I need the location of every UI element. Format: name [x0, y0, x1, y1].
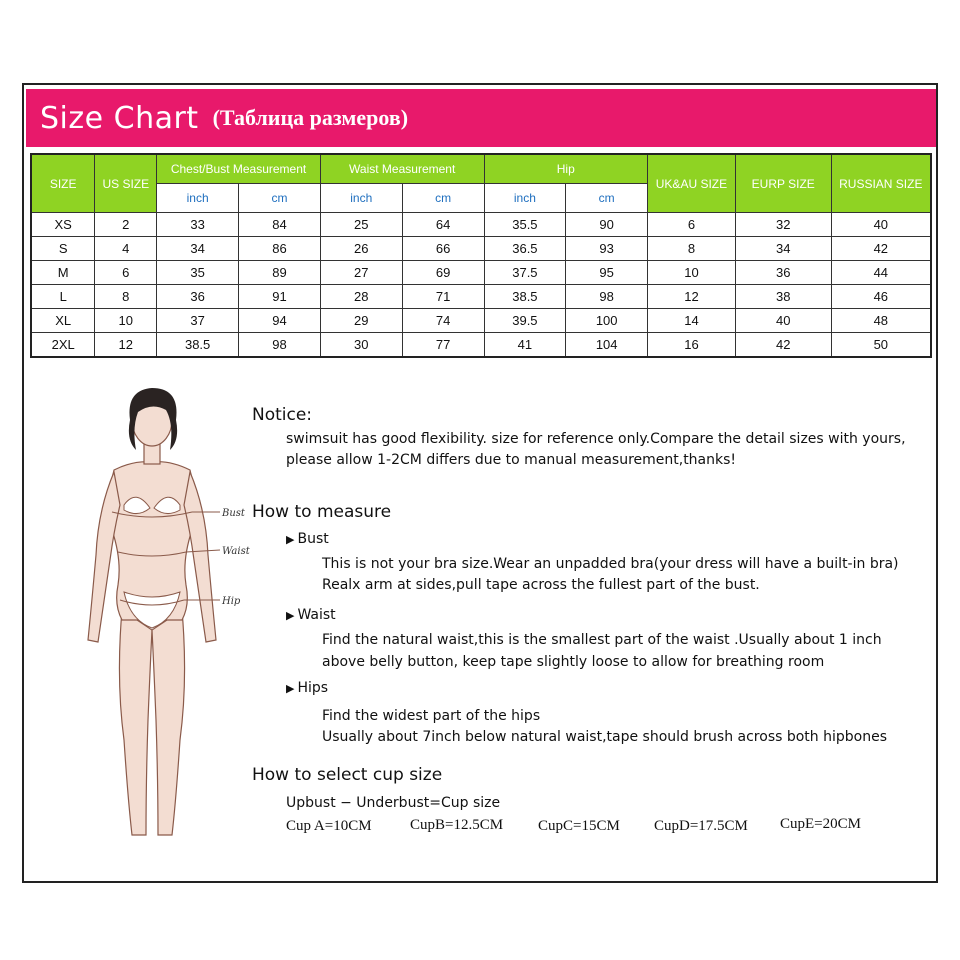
size-cell: 91 — [239, 285, 321, 309]
size-cell: 98 — [566, 285, 648, 309]
size-cell: 16 — [648, 333, 736, 358]
size-cell: 6 — [95, 261, 157, 285]
size-cell: 40 — [735, 309, 831, 333]
subheader-cm: cm — [239, 184, 321, 213]
header-hip: Hip — [484, 154, 648, 184]
size-cell: 8 — [95, 285, 157, 309]
size-cell: 100 — [566, 309, 648, 333]
subheader-cm: cm — [566, 184, 648, 213]
bust-marker-label: Bust — [222, 508, 245, 519]
size-cell: 48 — [831, 309, 931, 333]
size-cell: 71 — [402, 285, 484, 309]
size-cell: 33 — [157, 213, 239, 237]
size-cell: 93 — [566, 237, 648, 261]
size-cell: 8 — [648, 237, 736, 261]
size-row — [31, 333, 931, 358]
size-cell: 95 — [566, 261, 648, 285]
size-cell: 98 — [239, 333, 321, 358]
size-row — [31, 237, 931, 261]
size-row — [31, 213, 931, 237]
size-cell: 10 — [95, 309, 157, 333]
size-cell: 42 — [831, 237, 931, 261]
size-cell: 36 — [157, 285, 239, 309]
size-cell: S — [31, 237, 95, 261]
header-waist: Waist Measurement — [320, 154, 484, 184]
cup-e: CupE=20CM — [780, 816, 861, 832]
cup-a: Cup A=10CM — [286, 818, 372, 834]
waist-heading: ▶ Waist — [286, 607, 336, 623]
size-cell: 35 — [157, 261, 239, 285]
size-cell: L — [31, 285, 95, 309]
size-cell: 66 — [402, 237, 484, 261]
size-cell: 12 — [648, 285, 736, 309]
size-cell: 41 — [484, 333, 566, 358]
size-cell: 90 — [566, 213, 648, 237]
size-cell: XS — [31, 213, 95, 237]
size-cell: 34 — [157, 237, 239, 261]
size-cell: 36 — [735, 261, 831, 285]
size-cell: 29 — [320, 309, 402, 333]
header-ukau-size: UK&AU SIZE — [648, 154, 736, 213]
size-cell: 32 — [735, 213, 831, 237]
size-cell: 26 — [320, 237, 402, 261]
size-cell: 35.5 — [484, 213, 566, 237]
title-banner — [26, 89, 936, 147]
header-eurp-size: EURP SIZE — [735, 154, 831, 213]
size-cell: M — [31, 261, 95, 285]
size-cell: 12 — [95, 333, 157, 358]
size-cell: 69 — [402, 261, 484, 285]
bust-line-2: Realx arm at sides,pull tape across the fullest part of the bust. — [322, 577, 760, 593]
cup-b: CupB=12.5CM — [410, 817, 504, 833]
size-cell: 6 — [648, 213, 736, 237]
size-cell: 50 — [831, 333, 931, 358]
size-table — [30, 153, 932, 358]
size-cell: 28 — [320, 285, 402, 309]
size-cell: 77 — [402, 333, 484, 358]
size-cell: 38.5 — [157, 333, 239, 358]
size-cell: 37.5 — [484, 261, 566, 285]
hips-heading: ▶ Hips — [286, 680, 328, 696]
size-cell: 42 — [735, 333, 831, 358]
size-cell: 38.5 — [484, 285, 566, 309]
size-cell: 10 — [648, 261, 736, 285]
body-figure-illustration — [62, 380, 250, 860]
size-cell: 40 — [831, 213, 931, 237]
subheader-inch: inch — [157, 184, 239, 213]
size-cell: 104 — [566, 333, 648, 358]
cup-heading: How to select cup size — [252, 765, 443, 785]
size-cell: 4 — [95, 237, 157, 261]
hips-line-1: Find the widest part of the hips — [322, 708, 541, 724]
hips-line-2: Usually about 7inch below natural waist,tape should brush across both hipbones — [322, 729, 887, 745]
cup-c: CupC=15CM — [538, 818, 620, 834]
header-size: SIZE — [31, 154, 95, 213]
size-cell: 86 — [239, 237, 321, 261]
notice-line-2: please allow 1-2CM differs due to manual measurement,thanks! — [286, 452, 737, 468]
subheader-inch: inch — [484, 184, 566, 213]
size-cell: 84 — [239, 213, 321, 237]
header-russian-size: RUSSIAN SIZE — [831, 154, 931, 213]
size-cell: 34 — [735, 237, 831, 261]
subheader-inch: inch — [320, 184, 402, 213]
waist-marker-label: Waist — [222, 546, 250, 557]
notice-heading: Notice: — [252, 405, 313, 425]
hip-marker-label: Hip — [222, 596, 241, 607]
size-cell: 94 — [239, 309, 321, 333]
waist-line-1: Find the natural waist,this is the smallest part of the waist .Usually about 1 inch — [322, 632, 882, 648]
size-row — [31, 285, 931, 309]
size-cell: XL — [31, 309, 95, 333]
bust-heading: ▶ Bust — [286, 531, 329, 547]
size-cell: 74 — [402, 309, 484, 333]
notice-line-1: swimsuit has good flexibility. size for reference only.Compare the detail sizes with yours, — [286, 431, 906, 447]
size-cell: 64 — [402, 213, 484, 237]
size-cell: 89 — [239, 261, 321, 285]
chart-title: Size Chart — [40, 100, 199, 136]
cup-formula: Upbust − Underbust=Cup size — [286, 795, 501, 811]
size-cell: 30 — [320, 333, 402, 358]
size-cell: 46 — [831, 285, 931, 309]
chart-subtitle: (Таблица размеров) — [212, 105, 409, 130]
measure-heading: How to measure — [252, 502, 392, 522]
size-cell: 44 — [831, 261, 931, 285]
size-row — [31, 261, 931, 285]
size-cell: 2 — [95, 213, 157, 237]
cup-d: CupD=17.5CM — [654, 818, 748, 834]
subheader-cm: cm — [402, 184, 484, 213]
size-cell: 14 — [648, 309, 736, 333]
header-chest: Chest/Bust Measurement — [157, 154, 321, 184]
header-us-size: US SIZE — [95, 154, 157, 213]
bust-line-1: This is not your bra size.Wear an unpadded bra(your dress will have a built-in bra) — [322, 556, 899, 572]
size-table-body — [31, 213, 931, 358]
size-cell: 39.5 — [484, 309, 566, 333]
size-chart-frame — [22, 83, 938, 883]
size-row — [31, 309, 931, 333]
size-cell: 37 — [157, 309, 239, 333]
size-cell: 38 — [735, 285, 831, 309]
waist-line-2: above belly button, keep tape slightly loose to allow for breathing room — [322, 654, 825, 670]
size-cell: 2XL — [31, 333, 95, 358]
size-cell: 27 — [320, 261, 402, 285]
size-cell: 36.5 — [484, 237, 566, 261]
size-cell: 25 — [320, 213, 402, 237]
